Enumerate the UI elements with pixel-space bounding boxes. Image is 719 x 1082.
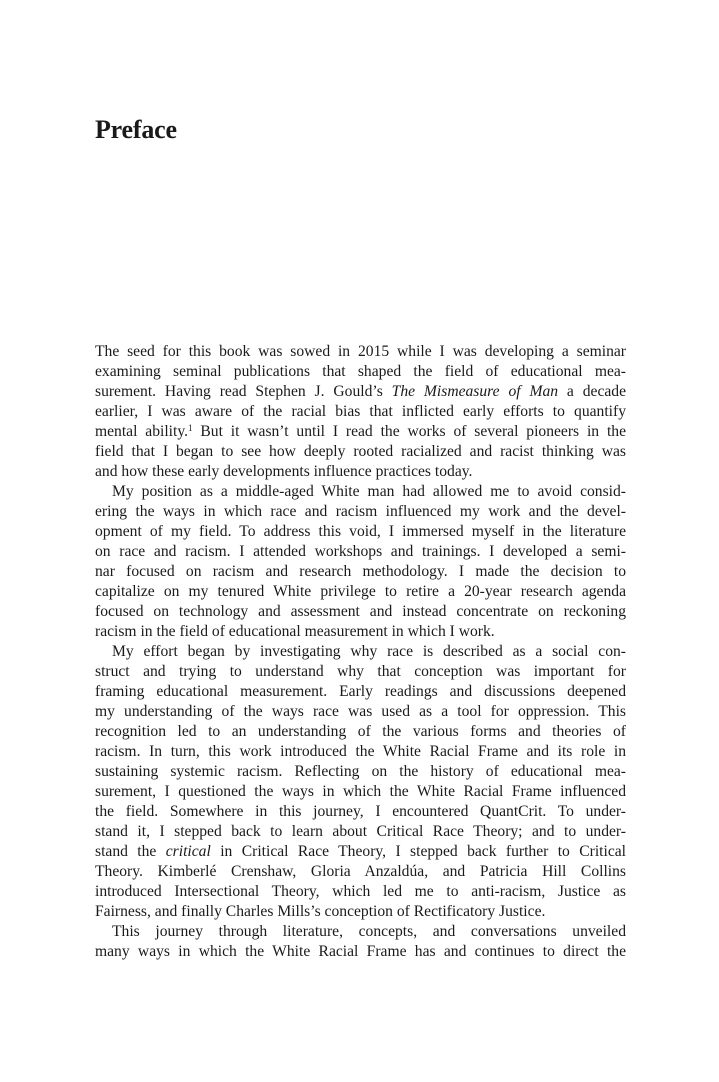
paragraph [95, 642, 626, 922]
text-line: Theory. Kimberlé Crenshaw, Gloria Anzaldúa, and Patricia Hill Collins [95, 863, 626, 880]
paragraph [95, 922, 626, 962]
text-line: and how these early developments influence practices today. [95, 463, 473, 480]
text-line: surement. Having read Stephen J. Gould’s The Mismeasure of Man a decade [95, 383, 627, 400]
body-text [95, 342, 626, 962]
text-line: introduced Intersectional Theory, which led me to anti-racism, Justice as [95, 883, 626, 900]
text-line: on race and racism. I attended workshops and trainings. I developed a semi- [95, 543, 626, 560]
footnote-marker[interactable]: 1 [188, 423, 193, 433]
text-line: struct and trying to understand why that conception was important for [95, 663, 626, 680]
text-line: mental ability.$^1$ But it wasn’t until I read the works of several pioneers in the [95, 423, 626, 440]
text-line: The seed for this book was sowed in 2015 while I was developing a seminar [95, 343, 626, 360]
text-line: opment of my field. To address this void, I immersed myself in the literature [95, 523, 626, 540]
text-line: racism in the field of educational measurement in which I work. [95, 623, 495, 640]
text-line: examining seminal publications that shaped the field of educational mea- [95, 363, 626, 380]
italic-text: The Mismeasure of Man [391, 383, 559, 400]
text-line: stand it, I stepped back to learn about Critical Race Theory; and to under- [95, 823, 626, 840]
italic-text: critical [165, 843, 211, 860]
text-line: my understanding of the ways race was used as a tool for oppression. This [95, 703, 626, 720]
text-line: nar focused on racism and research methodology. I made the decision to [95, 563, 626, 580]
paragraph [95, 482, 626, 642]
text-line: My effort began by investigating why race is described as a social con- [112, 643, 626, 660]
text-line: the field. Somewhere in this journey, I encountered QuantCrit. To under- [95, 803, 626, 820]
text-line: My position as a middle-aged White man had allowed me to avoid consid- [112, 483, 626, 500]
text-line: framing educational measurement. Early readings and discussions deepened [95, 683, 626, 700]
text-line: sustaining systemic racism. Reflecting on the history of educational mea- [95, 763, 626, 780]
paragraph [95, 342, 626, 482]
page-title: Preface [95, 115, 177, 144]
text-line: many ways in which the White Racial Frame has and continues to direct the [95, 943, 626, 960]
text-line: This journey through literature, concepts, and conversations unveiled [112, 923, 626, 940]
text-line: ering the ways in which race and racism influenced my work and the devel- [95, 503, 626, 520]
text-line: field that I began to see how deeply rooted racialized and racist thinking was [95, 443, 626, 460]
text-line: earlier, I was aware of the racial bias that inflicted early efforts to quantify [95, 403, 626, 420]
text-line: capitalize on my tenured White privilege to retire a 20-year research agenda [95, 583, 626, 600]
text-line: racism. In turn, this work introduced the White Racial Frame and its role in [95, 743, 626, 760]
text-line: surement, I questioned the ways in which the White Racial Frame influenced [95, 783, 626, 800]
text-line: stand the critical in Critical Race Theory, I stepped back further to Critical [95, 843, 627, 860]
text-line: Fairness, and finally Charles Mills’s conception of Rectificatory Justice. [95, 903, 546, 920]
text-line: focused on technology and assessment and instead concentrate on reckoning [95, 603, 626, 620]
text-line: recognition led to an understanding of the various forms and theories of [95, 723, 626, 740]
